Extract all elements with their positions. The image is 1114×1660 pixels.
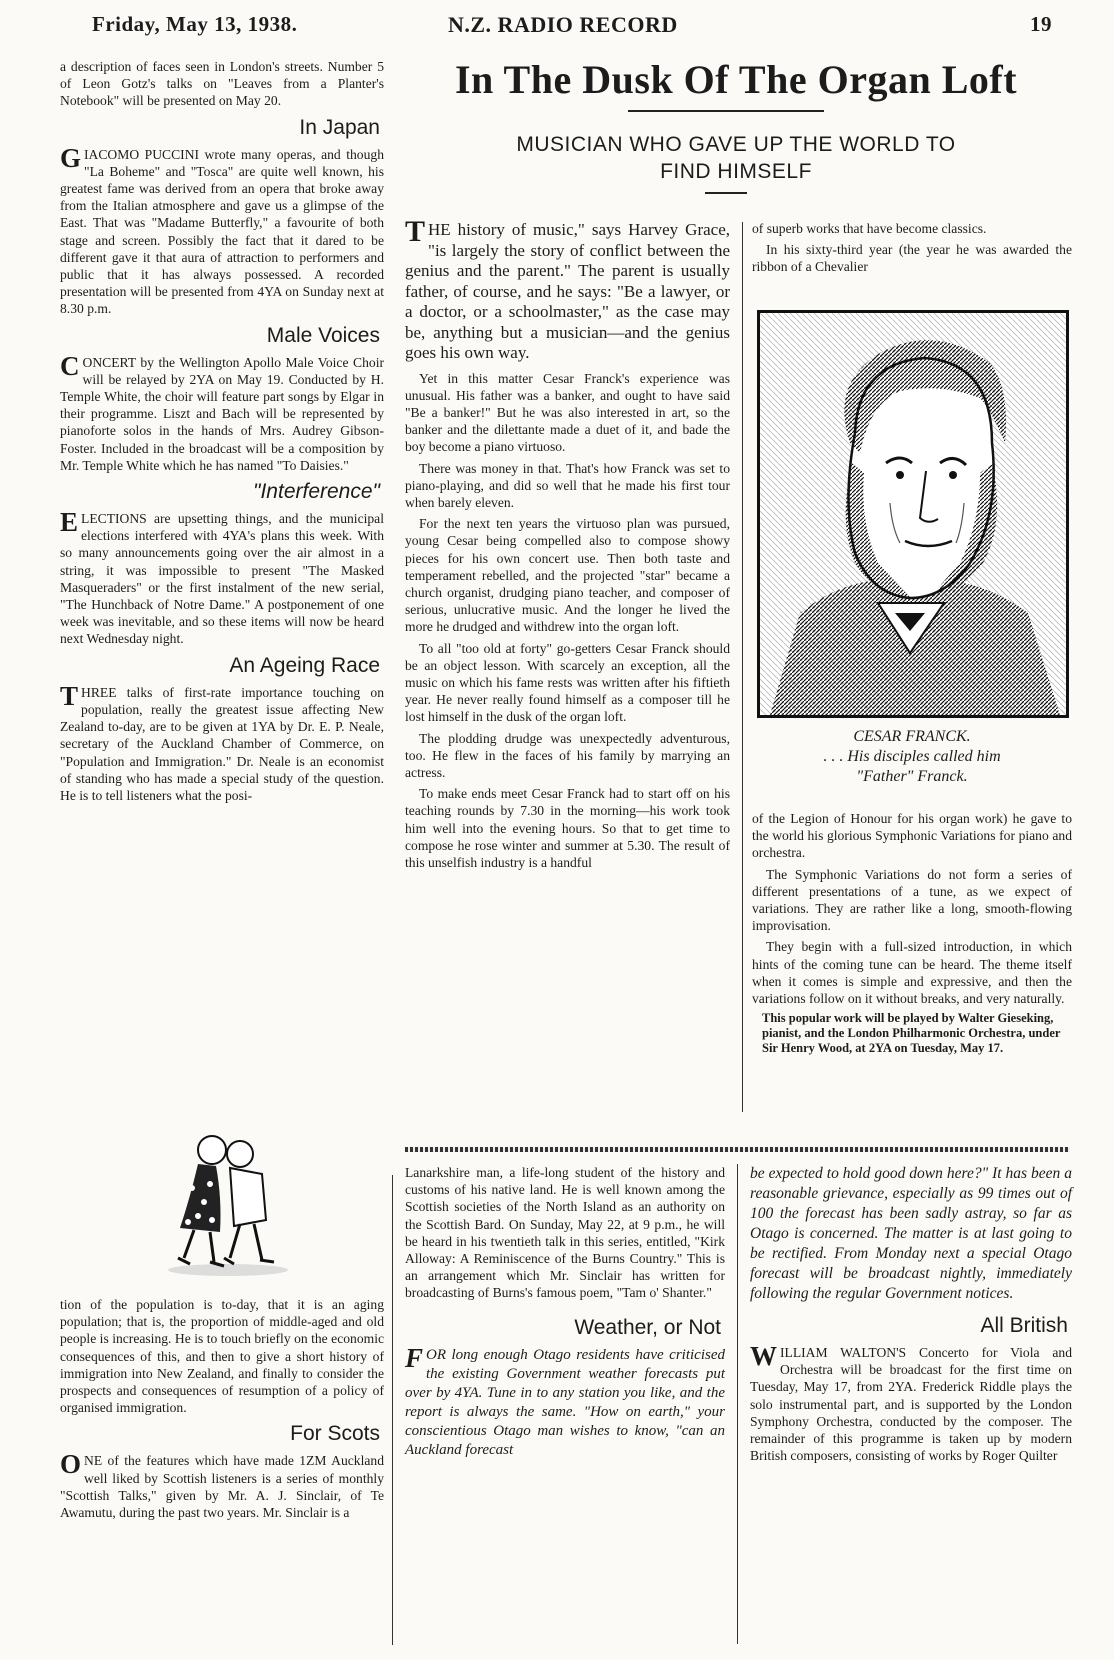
section-heading: In Japan bbox=[299, 115, 380, 139]
feature-paragraph: For the next ten years the virtuoso plan was pursued, young Cesar being compelled also to compose showy pieces for his own concert use. Then both taste and temperament rebelled, and the projected "star" became a church organist, drudging piano teacher, and composer of serious, unlucrative music. And the longer he lived the more he drudged and withdrew into the organ loft. bbox=[405, 516, 730, 635]
section-heading: Male Voices bbox=[266, 323, 380, 347]
feature-lead-paragraph: THE history of music," says Harvey Grace, "is largely the story of conflict between the genius and the parent." The parent is usually father, of course, and he says: "Be a lawyer, or a doctor, or a schoolmaster," as the case may be, anything but a musician—and the genius goes his own way. bbox=[405, 215, 730, 362]
section-body: CONCERT by the Wellington Apollo Male Voice Choir will be relayed by 2YA on May 19. Conducted by H. Temple White, the choir will feature part songs by Elgar in their programme. Liszt and Bach will be represented by pianoforte solos in the hands of Mrs. Audrey Gibson-Foster. Included in the broadcast will be a composition by Mr. Temple White which he has named "To Daisies." bbox=[60, 350, 384, 473]
intro-paragraph: a description of faces seen in London's streets. Number 5 of Leon Gotz's talks on "Leaves from a Planter's Notebook" will be presented on May 20. bbox=[60, 59, 384, 109]
dropcap: O bbox=[60, 1449, 82, 1480]
dropcap: E bbox=[60, 507, 79, 538]
caption-line: "Father" Franck. bbox=[856, 768, 968, 785]
subtitle-rule bbox=[705, 192, 747, 194]
left-column-continued bbox=[60, 1296, 384, 1525]
feature-right-column-bottom bbox=[752, 810, 1072, 1056]
feature-subtitle: MUSICIAN WHO GAVE UP THE WORLD TO FIND HIMSELF bbox=[516, 133, 956, 183]
feature-paragraph: There was money in that. That's how Franck was set to piano-playing, and did so well that he made his first tour when barely eleven. bbox=[405, 460, 730, 510]
bottom-right-column bbox=[750, 1164, 1072, 1468]
dancing-couple-illustration bbox=[150, 1128, 300, 1278]
feature-paragraph: To all "too old at forty" go-getters Cesar Franck should be an object lesson. With scarcely an exception, all the music on which his fame rests was written after his fiftieth year. He never really found himself as a composer till he lost himself in the dusk of the organ loft. bbox=[405, 640, 730, 725]
weather-body: FOR long enough Otago residents have criticised the existing Government weather forecasts put over by 4YA. Tune in to any station you like, and the report is always the same. "How on earth," your conscientious Otago man wishes to know, "can an Auckland forecast bbox=[405, 1342, 725, 1458]
feature-paragraph: The plodding drudge was unexpectedly adventurous, too. He flew in the faces of his family by marrying an actress. bbox=[405, 730, 730, 780]
publication-name: N.Z. RADIO RECORD bbox=[448, 12, 678, 37]
section-body: THREE talks of first-rate importance touching on population, really the greatest issue affecting New Zealand to-day, are to be given at 1YA by Dr. E. P. Neale, secretary of the Auckland Chamber of Commerce, on "Population and Immigration." Dr. Neale is an economist of standing who has made a special study of the question. He is to tell listeners what the posi- bbox=[60, 680, 384, 803]
title-rule bbox=[628, 110, 824, 112]
feature-title: In The Dusk Of The Organ Loft bbox=[454, 57, 1018, 102]
for-scots-body: ONE of the features which have made 1ZM Auckland well liked by Scottish listeners is a series of monthly "Scottish Talks," given by Mr. A. J. Sinclair, of Te Awamutu, during the past two years. Mr. Sinclair is a bbox=[60, 1449, 384, 1521]
section-heading-all-british: All British bbox=[980, 1314, 1068, 1337]
all-british-body: WILLIAM WALTON'S Concerto for Viola and Orchestra will be broadcast for the first time on Tuesday, May 17, from 2YA. Frederick Riddle plays the solo instrumental part, and is supported by the London Symphony Orchestra, conducted by the composer. The remainder of this programme is taken up by modern British composers, consisting of works by Roger Quilter bbox=[750, 1341, 1072, 1464]
page-number: 19 bbox=[1030, 12, 1052, 36]
feature-middle-column bbox=[405, 215, 730, 875]
column-rule bbox=[737, 1164, 738, 1644]
column-rule bbox=[742, 222, 743, 1112]
section-heading: An Ageing Race bbox=[229, 653, 380, 677]
caption-name: CESAR FRANCK. bbox=[853, 728, 971, 745]
feature-paragraph: of superb works that have become classics. bbox=[752, 221, 987, 236]
broadcast-note: This popular work will be played by Walter Gieseking, pianist, and the London Philharmonic Orchestra, under Sir Henry Wood, at 2YA on Tuesday, May 17. bbox=[762, 1011, 1061, 1056]
dropcap: T bbox=[60, 680, 79, 711]
issue-date: Friday, May 13, 1938. bbox=[92, 12, 298, 36]
caption-line: . . . His disciples called him bbox=[823, 748, 1001, 765]
section-ageing-race bbox=[60, 654, 384, 804]
feature-paragraph: In his sixty-third year (the year he was awarded the ribbon of a Chevalier bbox=[752, 242, 1072, 275]
portrait-caption bbox=[752, 727, 1072, 787]
feature-paragraph: To make ends meet Cesar Franck had to start off on his teaching rounds by 7.30 in the morning—his work took him well into the evening hours. So that to get time to compose he rose winter and summer at 5.30. The result of this unselfish industry is a handful bbox=[405, 786, 730, 870]
weather-continued: be expected to hold good down here?" It has been a reasonable grievance, especially as 99 times out of 100 the forecast has been sadly astray, so far as Otago is concerned. The matter is at last going to be rectified. From Monday next a special Otago forecast will be broadcast nightly, immediately following the regular Government notices. bbox=[750, 1165, 1072, 1302]
dropcap: G bbox=[60, 142, 82, 173]
decorative-rule bbox=[405, 1147, 1070, 1152]
dropcap: F bbox=[405, 1342, 424, 1373]
feature-paragraph: The Symphonic Variations do not form a series of different presentations of a tune, as we expect of variations. They are rather like a long, smooth-flowing improvisation. bbox=[752, 866, 1072, 934]
section-heading-weather: Weather, or Not bbox=[574, 1315, 721, 1339]
section-interference bbox=[60, 480, 384, 648]
section-heading: "Interference" bbox=[253, 480, 380, 504]
feature-paragraph: Yet in this matter Cesar Franck's experience was unusual. His father was a banker, and ought to have said "Be a banker!" But he was also interested in art, so the banker and the dilettante made a duet of it, and bade the boy become a piano virtuoso. bbox=[405, 370, 730, 455]
section-body: GIACOMO PUCCINI wrote many operas, and though "La Boheme" and "Tosca" are quite well known, his greatest fame was derived from an opera that broke away from the Italian atmosphere and gave us a glimpse of the East. That was "Madame Butterfly," a favourite of both stage and screen. Possibly the fact that it dared to be different gave it that aura of attraction to performers and public that it has always possessed. A recorded presentation will be presented from 4YA on Sunday next at 8.30 p.m. bbox=[60, 142, 384, 317]
ageing-race-continued: tion of the population is to-day, that it is an aging population; that is, the proportion of middle-aged and old people is increasing. He is to touch briefly on the economic consequences of this, and then to give a short history of immigration into New Zealand, and finally to consider the prospects and consequences of resumption of a policy of organised immigration. bbox=[60, 1297, 384, 1416]
for-scots-continued: Lanarkshire man, a life-long student of the history and customs of his native land. He is well known among the Scottish societies of the North Island as an authority on the Scottish Bard. On Sunday, May 22, at 9 p.m., he will be heard in his twentieth talk in this series, entitled, "Kirk Alloway: A Reminiscence of the Burns Country." This is an arrangement which Mr. Sinclair has written for broadcasting of Burns's famous poem, "Tam o' Shanter." bbox=[405, 1165, 725, 1301]
section-male-voices bbox=[60, 324, 384, 474]
section-in-japan bbox=[60, 116, 384, 318]
dropcap: W bbox=[750, 1341, 777, 1371]
section-heading-for-scots: For Scots bbox=[290, 1422, 380, 1446]
dropcap: T bbox=[405, 215, 426, 248]
feature-paragraph: They begin with a full-sized introduction, in which hints of the coming tune can be heard. The theme itself when it comes is simple and expressive, and then the variations follow on it without breaks, and very naturally. bbox=[752, 939, 1072, 1007]
bottom-middle-column bbox=[405, 1164, 725, 1460]
section-body: ELECTIONS are upsetting things, and the municipal elections interfered with 4YA's plans this week. With so many announcements going over the air almost in a string, it was impossible to present "The Masked Masqueraders" or the first instalment of the new serial, "The Hunchback of Notre Dame." A postponement of one week was inevitable, and so these items will now be heard next Wednesday night. bbox=[60, 507, 384, 647]
column-rule bbox=[392, 1175, 393, 1645]
feature-right-column-top bbox=[752, 220, 1072, 280]
left-column bbox=[60, 58, 384, 808]
dropcap: C bbox=[60, 350, 80, 381]
cesar-franck-portrait bbox=[757, 310, 1069, 718]
feature-paragraph: of the Legion of Honour for his organ work) he gave to the world his glorious Symphonic Variations for piano and orchestra. bbox=[752, 811, 1072, 861]
